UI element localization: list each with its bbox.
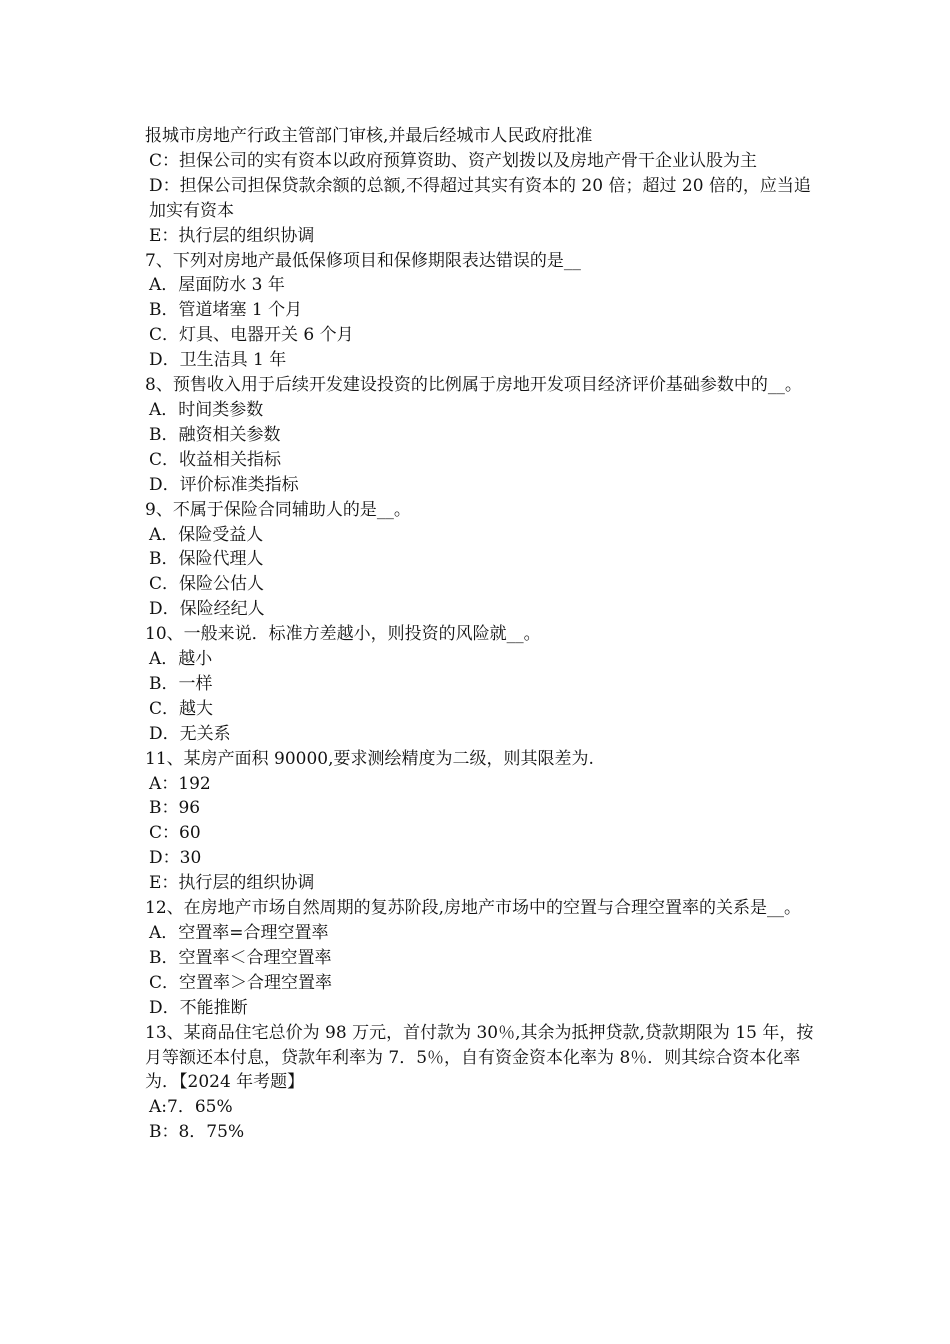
q10-option-a: A．越小 xyxy=(149,649,213,670)
question-10: 10、一般来说．标准方差越小，则投资的风险就__。 xyxy=(145,624,541,645)
option-c: C：担保公司的实有资本以政府预算资助、资产划拨以及房地产骨干企业认股为主 xyxy=(149,150,758,171)
q8-option-a: A．时间类参数 xyxy=(149,399,264,420)
q7-option-d: D．卫生洁具 1 年 xyxy=(149,350,287,371)
q10-option-b: B．一样 xyxy=(149,673,213,694)
q11-option-e: E：执行层的组织协调 xyxy=(149,873,315,894)
q7-option-c: C．灯具、电器开关 6 个月 xyxy=(149,325,354,346)
question-7: 7、下列对房地产最低保修项目和保修期限表达错误的是__ xyxy=(145,250,581,271)
document-page xyxy=(145,124,825,1145)
q8-option-b: B．融资相关参数 xyxy=(149,424,281,445)
q9-option-d: D．保险经纪人 xyxy=(149,599,265,620)
q11-option-a: A：192 xyxy=(149,773,211,794)
option-d: D：担保公司担保贷款余额的总额,不得超过其实有资本的 20 倍；超过 20 倍的，应当追加实有资本 xyxy=(149,175,811,221)
q13-option-b: B：8．75% xyxy=(149,1122,245,1143)
question-11: 11、某房产面积 90000,要求测绘精度为二级，则其限差为. xyxy=(145,748,594,769)
question-9: 9、不属于保险合同辅助人的是__。 xyxy=(145,499,411,520)
question-12: 12、在房地产市场自然周期的复苏阶段,房地产市场中的空置与合理空置率的关系是__。 xyxy=(145,898,802,919)
q9-option-b: B．保险代理人 xyxy=(149,549,264,570)
q8-option-d: D．评价标准类指标 xyxy=(149,474,299,495)
q9-option-a: A．保险受益人 xyxy=(149,524,264,545)
q9-option-c: C．保险公估人 xyxy=(149,574,265,595)
q12-option-d: D．不能推断 xyxy=(149,997,248,1018)
q12-option-c: C．空置率＞合理空置率 xyxy=(149,972,333,993)
q7-option-a: A．屋面防水 3 年 xyxy=(149,275,285,296)
q8-option-c: C．收益相关指标 xyxy=(149,449,282,470)
q10-option-d: D．无关系 xyxy=(149,723,231,744)
q7-option-b: B．管道堵塞 1 个月 xyxy=(149,300,303,321)
q12-option-a: A．空置率=合理空置率 xyxy=(149,923,329,943)
q11-option-b: B：96 xyxy=(149,798,201,819)
q11-option-d: D：30 xyxy=(149,848,202,869)
option-e: E：执行层的组织协调 xyxy=(149,225,315,246)
q13-option-a: A:7．65% xyxy=(149,1097,233,1118)
question-8: 8、预售收入用于后续开发建设投资的比例属于房地开发项目经济评价基础参数中的__。 xyxy=(145,375,802,396)
q12-option-b: B．空置率＜合理空置率 xyxy=(149,947,332,968)
text-line: 报城市房地产行政主管部门审核,并最后经城市人民政府批准 xyxy=(145,126,593,146)
q11-option-c: C：60 xyxy=(149,823,201,844)
q10-option-c: C．越大 xyxy=(149,698,214,719)
question-13: 13、某商品住宅总价为 98 万元，首付款为 30％,其余为抵押贷款,贷款期限为 15 年，按月等额还本付息，贷款年利率为 7．5％，自有资金资本化率为 8％．则其综合资本化率为．【2024 年考题】 xyxy=(145,1022,814,1093)
